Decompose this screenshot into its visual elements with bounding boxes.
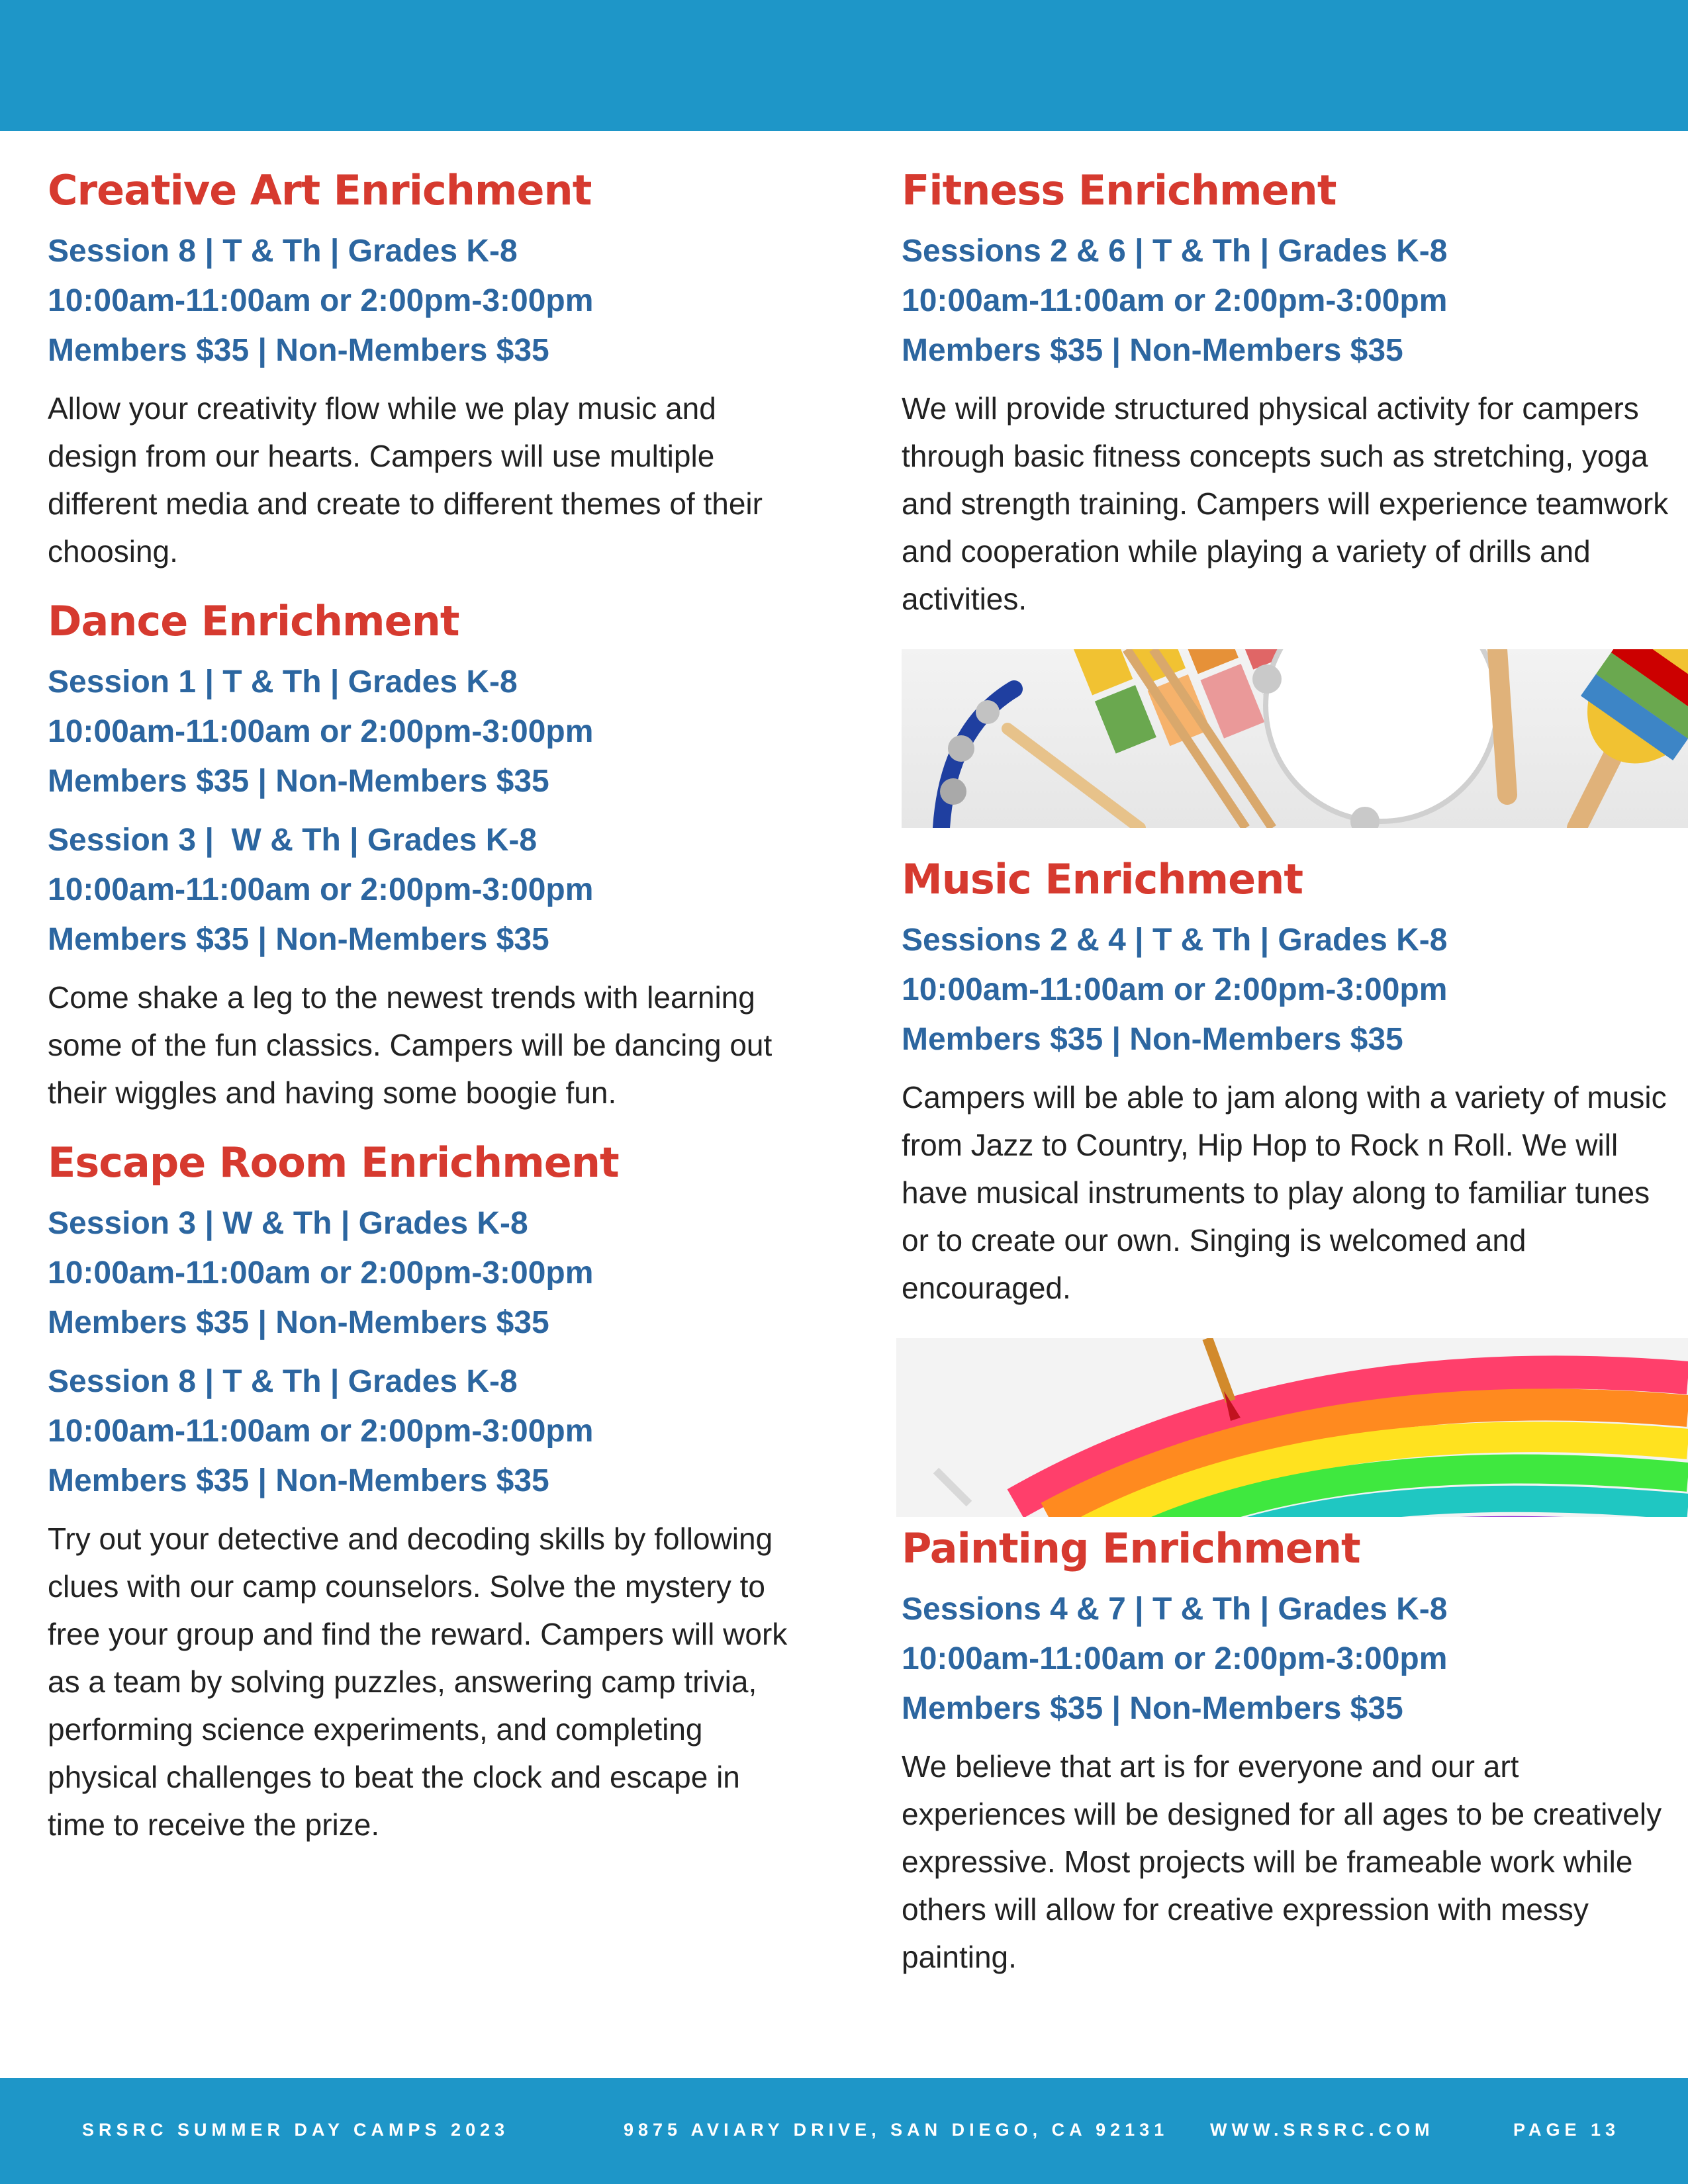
session-line: Sessions 4 & 7 | T & Th | Grades K-8 bbox=[902, 1592, 1448, 1627]
session-info bbox=[48, 226, 796, 375]
price-line: Members $35 | Non-Members $35 bbox=[48, 1463, 549, 1498]
price-line: Members $35 | Non-Members $35 bbox=[902, 333, 1403, 368]
rainbow-painting-photo bbox=[896, 1338, 1688, 1517]
session-info bbox=[902, 915, 1669, 1064]
footer-camp-name: SRSRC SUMMER DAY CAMPS 2023 bbox=[82, 2120, 510, 2140]
session-info bbox=[902, 1584, 1669, 1733]
section-title: Painting Enrichment bbox=[902, 1524, 1360, 1572]
header-band bbox=[0, 0, 1688, 131]
time-line: 10:00am-11:00am or 2:00pm-3:00pm bbox=[48, 872, 594, 907]
time-line: 10:00am-11:00am or 2:00pm-3:00pm bbox=[48, 1414, 594, 1449]
session-info bbox=[48, 815, 796, 964]
section-title: Music Enrichment bbox=[902, 855, 1303, 903]
price-line: Members $35 | Non-Members $35 bbox=[48, 333, 549, 368]
section-description: We will provide structured physical activity for campers through basic fitness concepts such as stretching, yoga and strength training. Campers will experience teamwork and cooperation while playing a variety of drills and activities. bbox=[902, 391, 1669, 616]
instruments-photo bbox=[902, 649, 1688, 828]
session-info bbox=[48, 657, 796, 806]
section-description: We believe that art is for everyone and our art experiences will be designed for all ages to be creatively expressive. Most projects will be frameable work while others will allow for creative expression with messy painting. bbox=[902, 1749, 1662, 1974]
painting-section bbox=[902, 1517, 1669, 1981]
music-section bbox=[902, 848, 1669, 1312]
session-line: Session 8 | T & Th | Grades K-8 bbox=[48, 234, 518, 269]
section-description: Campers will be able to jam along with a variety of music from Jazz to Country, Hip Hop to Rock n Roll. We will have musical instruments to play along to familiar tunes or to create our own. Singing is welcomed and encouraged. bbox=[902, 1080, 1667, 1305]
creative-art-section bbox=[48, 159, 796, 575]
section-title: Fitness Enrichment bbox=[902, 166, 1336, 214]
time-line: 10:00am-11:00am or 2:00pm-3:00pm bbox=[48, 1255, 594, 1291]
time-line: 10:00am-11:00am or 2:00pm-3:00pm bbox=[902, 1641, 1448, 1676]
price-line: Members $35 | Non-Members $35 bbox=[48, 764, 549, 799]
dance-section bbox=[48, 590, 796, 1116]
session-line: Sessions 2 & 6 | T & Th | Grades K-8 bbox=[902, 234, 1448, 269]
footer-address: 9875 AVIARY DRIVE, SAN DIEGO, CA 92131 bbox=[624, 2120, 1169, 2140]
session-info bbox=[48, 1199, 796, 1347]
right-column bbox=[902, 159, 1669, 1995]
section-title: Dance Enrichment bbox=[48, 597, 459, 645]
footer-website[interactable]: WWW.SRSRC.COM bbox=[1210, 2120, 1434, 2140]
instruments-illustration bbox=[902, 649, 1688, 828]
rainbow-illustration bbox=[896, 1338, 1688, 1517]
time-line: 10:00am-11:00am or 2:00pm-3:00pm bbox=[48, 283, 594, 318]
left-column bbox=[48, 159, 796, 1863]
session-line: Session 3 | W & Th | Grades K-8 bbox=[48, 1206, 528, 1241]
section-title: Escape Room Enrichment bbox=[48, 1138, 619, 1187]
session-info bbox=[902, 226, 1669, 375]
time-line: 10:00am-11:00am or 2:00pm-3:00pm bbox=[902, 283, 1448, 318]
session-line: Sessions 2 & 4 | T & Th | Grades K-8 bbox=[902, 923, 1448, 958]
section-description: Try out your detective and decoding skills by following clues with our camp counselors. Solve the mystery to free your group and find the reward. Campers will work as a team by solving puzzles, answering camp trivia, performing science experiments, and completing physical challenges to beat the clock and escape in time to receive the prize. bbox=[48, 1522, 788, 1842]
footer-band bbox=[0, 2078, 1688, 2184]
footer-page-number: PAGE 13 bbox=[1513, 2120, 1620, 2140]
section-description: Come shake a leg to the newest trends with learning some of the fun classics. Campers will be dancing out their wiggles and having some boogie fun. bbox=[48, 980, 773, 1110]
session-line: Session 1 | T & Th | Grades K-8 bbox=[48, 664, 518, 700]
session-line: Session 8 | T & Th | Grades K-8 bbox=[48, 1364, 518, 1399]
time-line: 10:00am-11:00am or 2:00pm-3:00pm bbox=[902, 972, 1448, 1007]
time-line: 10:00am-11:00am or 2:00pm-3:00pm bbox=[48, 714, 594, 749]
price-line: Members $35 | Non-Members $35 bbox=[902, 1691, 1403, 1726]
price-line: Members $35 | Non-Members $35 bbox=[48, 922, 549, 957]
section-description: Allow your creativity flow while we play music and design from our hearts. Campers will use multiple different media and create to different themes of their choosing. bbox=[48, 391, 763, 569]
escape-room-section bbox=[48, 1131, 796, 1848]
price-line: Members $35 | Non-Members $35 bbox=[48, 1305, 549, 1340]
session-line: Session 3 | W & Th | Grades K-8 bbox=[48, 823, 538, 858]
fitness-section bbox=[902, 159, 1669, 623]
price-line: Members $35 | Non-Members $35 bbox=[902, 1022, 1403, 1057]
session-info bbox=[48, 1357, 796, 1506]
section-title: Creative Art Enrichment bbox=[48, 166, 592, 214]
